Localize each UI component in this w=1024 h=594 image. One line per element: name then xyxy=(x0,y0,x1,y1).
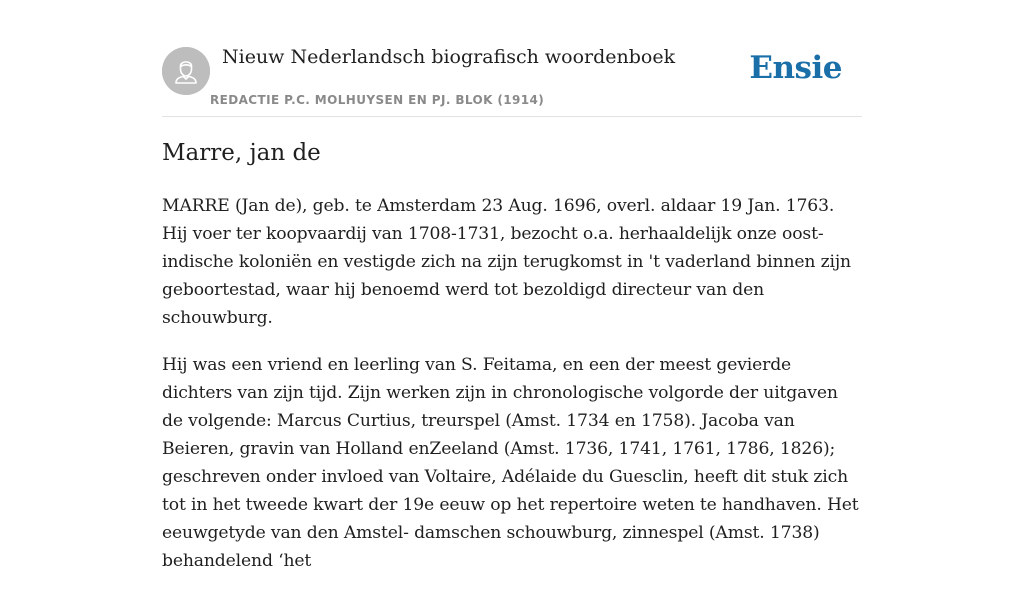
user-silhouette-icon xyxy=(162,47,210,95)
source-title[interactable]: Nieuw Nederlandsch biografisch woordenboek xyxy=(222,46,676,68)
page xyxy=(162,0,862,571)
source-header xyxy=(162,0,862,117)
ensie-logo[interactable]: Ensie xyxy=(749,50,842,86)
entry-title: Marre, jan de xyxy=(162,140,321,166)
entry-paragraph: Hij was een vriend en leerling van S. Feitama, en een der meest gevierde dichters van zijn tijd. Zijn werken zijn in chronologische volgorde der uitgaven de volgende: Marcus Curtius, treurspel (Amst. 1734 en 1758). Jacoba van Beieren, gravin van Holland enZeeland (Amst. 1736, 1741, 1761, 1786, 1826); geschreven onder invloed van Voltaire, Adélaide du Guesclin, heeft dit stuk zich tot in het tweede kwart der 19e eeuw op het repertoire weten te handhaven. Het eeuwgetyde van den Amstel- damschen schouwburg, zinnespel (Amst. 1738) behandelend ‘het xyxy=(162,355,859,571)
entry-body xyxy=(162,192,862,594)
entry-paragraph: MARRE (Jan de), geb. te Amsterdam 23 Aug. 1696, overl. aldaar 19 Jan. 1763. Hij voer ter koopvaardij van 1708-1731, bezocht o.a. herhaaldelijk onze oost-indische koloniën en vestigde zich na zijn terugkomst in 't vaderland binnen zijn geboortestad, waar hij benoemd werd tot bezoldigd directeur van den schouwburg. xyxy=(162,196,851,328)
source-editors: REDACTIE P.C. MOLHUYSEN EN PJ. BLOK (1914) xyxy=(210,93,545,107)
